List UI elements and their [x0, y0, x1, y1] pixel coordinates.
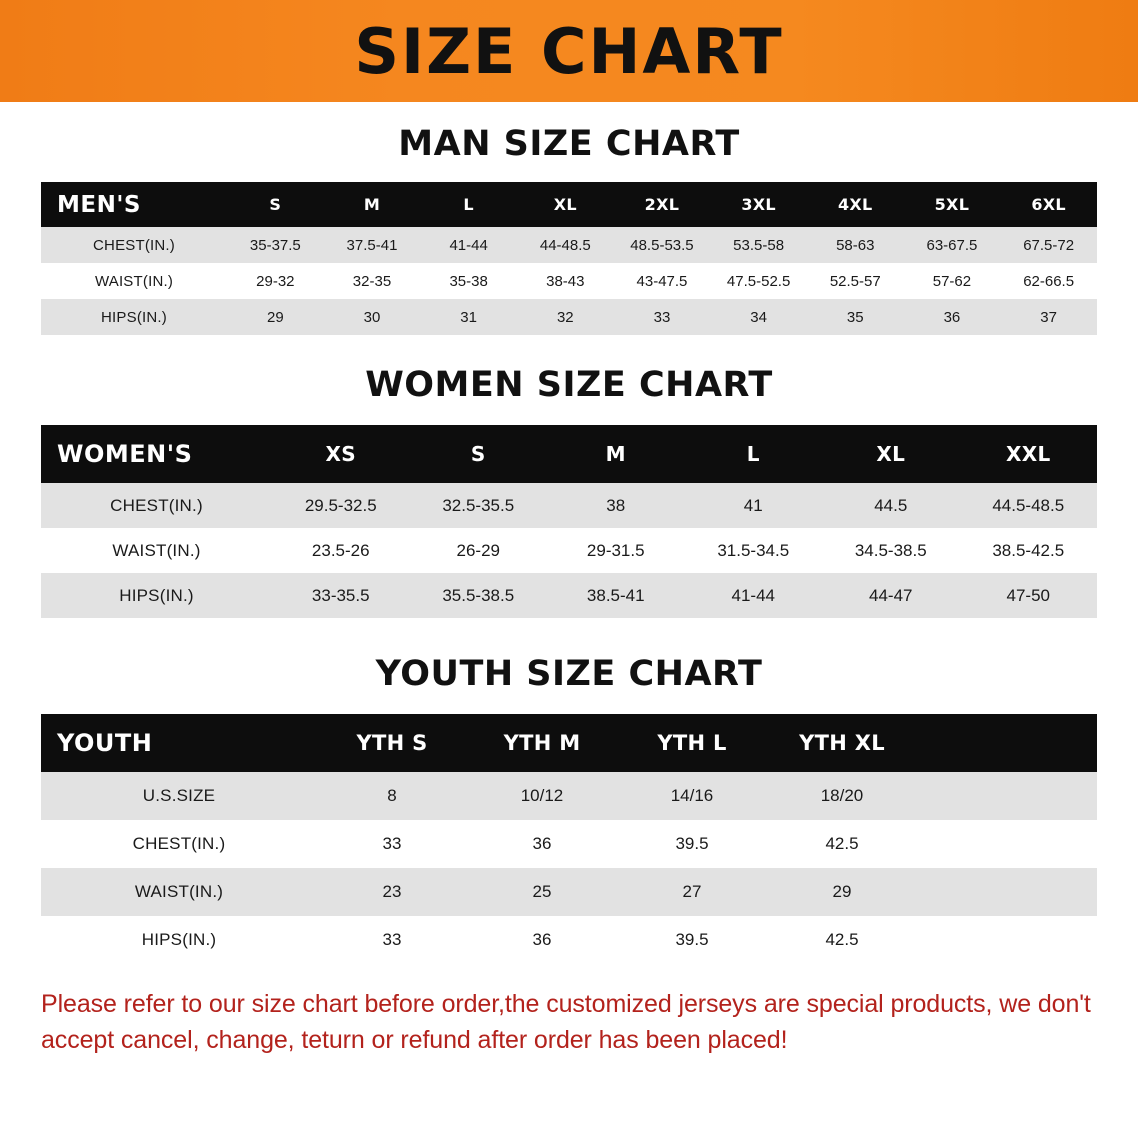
- table-cell: 38.5-42.5: [960, 528, 1098, 573]
- table-cell: 35: [807, 299, 904, 335]
- table-cell: 37: [1000, 299, 1097, 335]
- table-cell: 23.5-26: [272, 528, 410, 573]
- column-header: XL: [822, 425, 960, 483]
- table-cell: 48.5-53.5: [614, 227, 711, 263]
- order-policy-notice: Please refer to our size chart before order,the customized jerseys are special products, we don't accept cancel, change, teturn or refund after order has been placed!: [41, 990, 1091, 1055]
- table-cell: 36: [467, 820, 617, 868]
- table-cell: 31: [420, 299, 517, 335]
- table-cell: 44-47: [822, 573, 960, 618]
- women-section-heading: WOMEN SIZE CHART: [365, 365, 773, 405]
- table-cell-spacer: [917, 772, 1097, 820]
- table-cell: 29-32: [227, 263, 324, 299]
- women-size-table-wrap: [41, 425, 1097, 618]
- table-row: [41, 573, 1097, 618]
- row-label: CHEST(IN.): [41, 483, 272, 528]
- column-header: 3XL: [710, 182, 807, 227]
- table-cell: 29.5-32.5: [272, 483, 410, 528]
- table-cell: 33: [614, 299, 711, 335]
- table-cell: 32-35: [324, 263, 421, 299]
- youth-section-heading: YOUTH SIZE CHART: [375, 654, 763, 694]
- column-header: M: [324, 182, 421, 227]
- column-header: YTH XL: [767, 714, 917, 772]
- table-cell: 30: [324, 299, 421, 335]
- column-header: 4XL: [807, 182, 904, 227]
- table-row: [41, 868, 1097, 916]
- table-cell: 47.5-52.5: [710, 263, 807, 299]
- man-size-table-wrap: [41, 182, 1097, 335]
- table-cell: 36: [904, 299, 1001, 335]
- row-label: HIPS(IN.): [41, 299, 227, 335]
- column-header-spacer: [917, 714, 1097, 772]
- row-label: CHEST(IN.): [41, 227, 227, 263]
- column-header: L: [685, 425, 823, 483]
- youth-size-table-wrap: [41, 714, 1097, 964]
- table-cell: 67.5-72: [1000, 227, 1097, 263]
- table-cell: 44.5: [822, 483, 960, 528]
- table-cell: 34: [710, 299, 807, 335]
- row-label: U.S.SIZE: [41, 772, 317, 820]
- table-cell-spacer: [917, 868, 1097, 916]
- row-label: HIPS(IN.): [41, 916, 317, 964]
- row-label: HIPS(IN.): [41, 573, 272, 618]
- table-cell: 47-50: [960, 573, 1098, 618]
- banner: [0, 0, 1138, 102]
- table-cell: 23: [317, 868, 467, 916]
- table-cell: 29: [227, 299, 324, 335]
- table-header-row: [41, 182, 1097, 227]
- youth-size-table: [41, 714, 1097, 964]
- table-row: [41, 528, 1097, 573]
- table-cell-spacer: [917, 820, 1097, 868]
- column-header: S: [410, 425, 548, 483]
- table-cell: 38: [547, 483, 685, 528]
- table-row: [41, 299, 1097, 335]
- table-cell: 36: [467, 916, 617, 964]
- table-header-row: [41, 425, 1097, 483]
- table-cell: 26-29: [410, 528, 548, 573]
- column-header: 5XL: [904, 182, 1001, 227]
- table-cell: 31.5-34.5: [685, 528, 823, 573]
- column-header: S: [227, 182, 324, 227]
- table-cell: 33: [317, 820, 467, 868]
- table-cell: 35-38: [420, 263, 517, 299]
- table-cell: 39.5: [617, 820, 767, 868]
- table-cell: 32: [517, 299, 614, 335]
- table-cell: 29: [767, 868, 917, 916]
- column-header: XL: [517, 182, 614, 227]
- women-size-table: [41, 425, 1097, 618]
- column-header: 6XL: [1000, 182, 1097, 227]
- table-cell-spacer: [917, 916, 1097, 964]
- table-row: [41, 263, 1097, 299]
- table-header-row: [41, 714, 1097, 772]
- table-row: [41, 483, 1097, 528]
- table-cell: 62-66.5: [1000, 263, 1097, 299]
- table-cell: 32.5-35.5: [410, 483, 548, 528]
- table-cell: 27: [617, 868, 767, 916]
- column-header: YOUTH: [41, 714, 317, 772]
- column-header: YTH M: [467, 714, 617, 772]
- table-cell: 10/12: [467, 772, 617, 820]
- table-cell: 34.5-38.5: [822, 528, 960, 573]
- row-label: WAIST(IN.): [41, 528, 272, 573]
- column-header: MEN'S: [41, 182, 227, 227]
- table-cell: 52.5-57: [807, 263, 904, 299]
- man-section-heading: MAN SIZE CHART: [398, 124, 740, 164]
- table-cell: 38-43: [517, 263, 614, 299]
- table-cell: 35-37.5: [227, 227, 324, 263]
- table-cell: 8: [317, 772, 467, 820]
- table-cell: 42.5: [767, 820, 917, 868]
- column-header: L: [420, 182, 517, 227]
- table-cell: 58-63: [807, 227, 904, 263]
- page-title: SIZE CHART: [354, 15, 784, 88]
- table-cell: 41: [685, 483, 823, 528]
- table-cell: 44.5-48.5: [960, 483, 1098, 528]
- table-cell: 44-48.5: [517, 227, 614, 263]
- table-row: [41, 772, 1097, 820]
- table-cell: 33-35.5: [272, 573, 410, 618]
- table-cell: 57-62: [904, 263, 1001, 299]
- table-cell: 53.5-58: [710, 227, 807, 263]
- column-header: YTH L: [617, 714, 767, 772]
- table-row: [41, 916, 1097, 964]
- table-cell: 33: [317, 916, 467, 964]
- row-label: WAIST(IN.): [41, 263, 227, 299]
- table-cell: 42.5: [767, 916, 917, 964]
- column-header: XXL: [960, 425, 1098, 483]
- table-cell: 63-67.5: [904, 227, 1001, 263]
- table-cell: 41-44: [420, 227, 517, 263]
- table-cell: 38.5-41: [547, 573, 685, 618]
- table-cell: 41-44: [685, 573, 823, 618]
- column-header: XS: [272, 425, 410, 483]
- table-cell: 14/16: [617, 772, 767, 820]
- table-cell: 35.5-38.5: [410, 573, 548, 618]
- column-header: M: [547, 425, 685, 483]
- row-label: CHEST(IN.): [41, 820, 317, 868]
- column-header: 2XL: [614, 182, 711, 227]
- table-cell: 25: [467, 868, 617, 916]
- table-cell: 18/20: [767, 772, 917, 820]
- column-header: YTH S: [317, 714, 467, 772]
- table-cell: 43-47.5: [614, 263, 711, 299]
- table-cell: 39.5: [617, 916, 767, 964]
- table-cell: 29-31.5: [547, 528, 685, 573]
- table-cell: 37.5-41: [324, 227, 421, 263]
- row-label: WAIST(IN.): [41, 868, 317, 916]
- column-header: WOMEN'S: [41, 425, 272, 483]
- table-row: [41, 820, 1097, 868]
- man-size-table: [41, 182, 1097, 335]
- table-row: [41, 227, 1097, 263]
